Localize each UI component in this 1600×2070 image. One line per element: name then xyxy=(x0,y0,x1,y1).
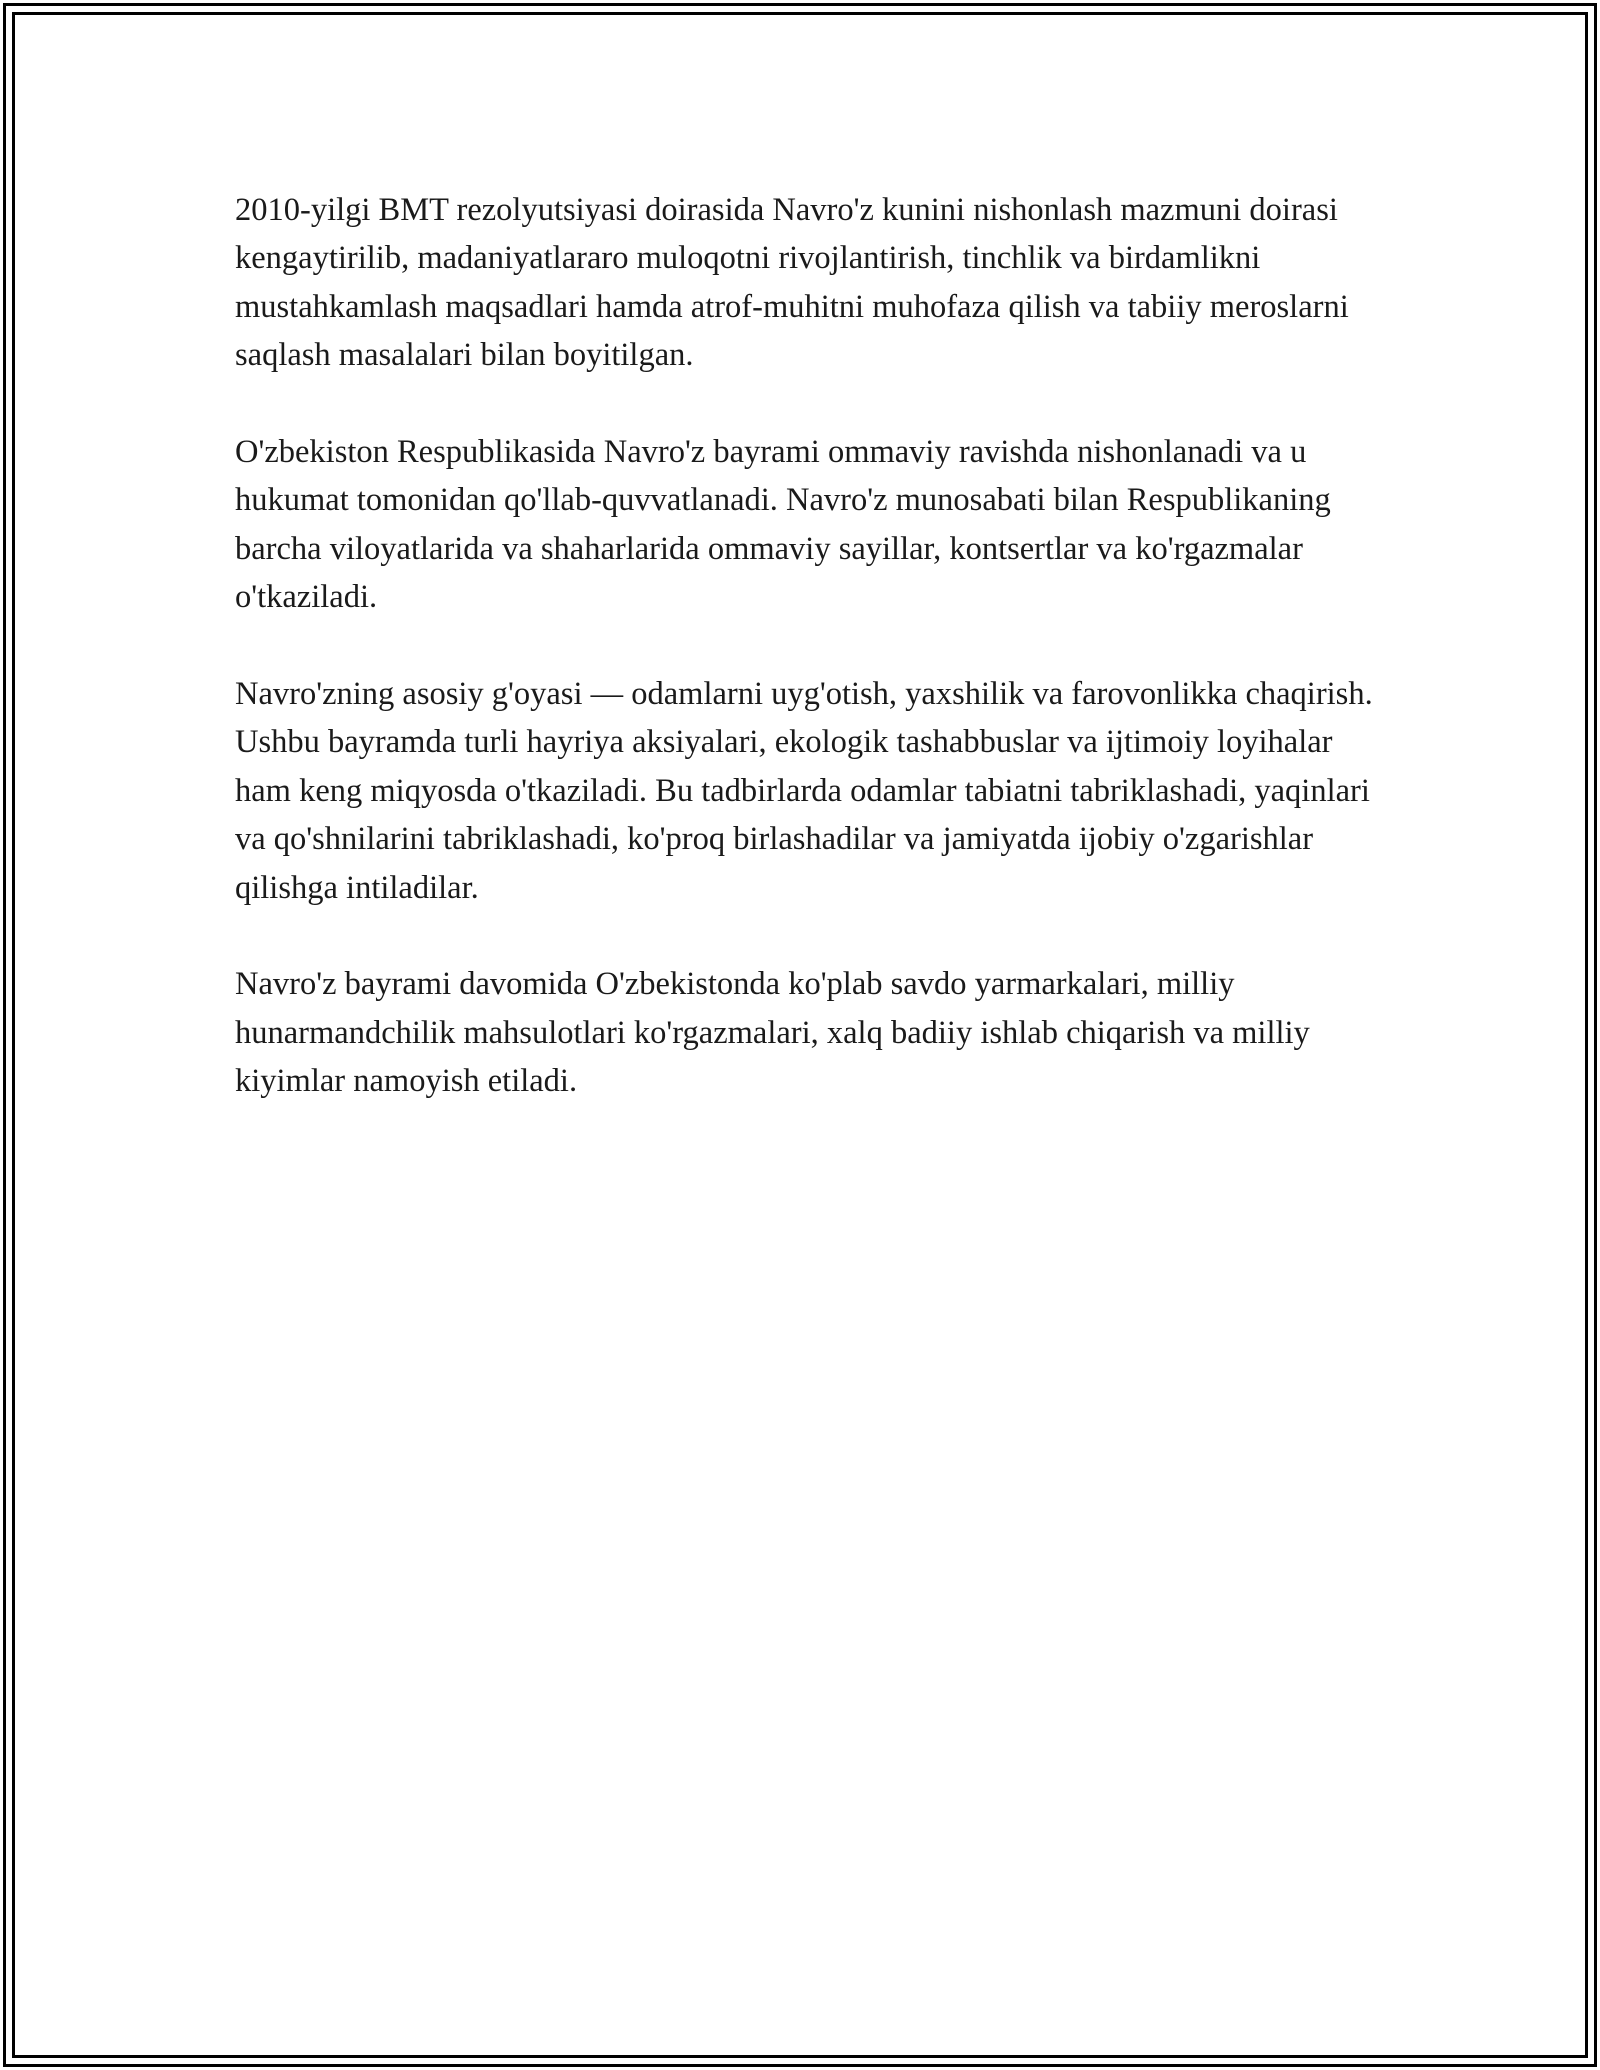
paragraph-1: 2010-yilgi BMT rezolyutsiyasi doirasida Navro'z kunini nishonlash mazmuni doirasi kengaytirilib, madaniyatlararo muloqotni rivojlantirish, tinchlik va birdamlikni mustahkamlash maqsadlari hamda atrof-muhitni muhofaza qilish va tabiiy meroslarni saqlash masalalari bilan boyitilgan. xyxy=(235,192,1349,374)
paragraph-3: Navro'zning asosiy g'oyasi — odamlarni uyg'otish, yaxshilik va farovonlikka chaqirish. Ushbu bayramda turli hayriya aksiyalari, ekologik tashabbuslar va ijtimoiy loyihalar ham keng miqyosda o'tkaziladi. Bu tadbirlarda odamlar tabiatni tabriklashadi, yaqinlari va qo'shnilarini tabriklashadi, ko'proq birlashadilar va jamiyatda ijobiy o'zgarishlar qilishga intiladilar. xyxy=(235,676,1373,906)
paragraph-4: Navro'z bayrami davomida O'zbekistonda ko'plab savdo yarmarkalari, milliy hunarmandchilik mahsulotlari ko'rgazmalari, xalq badiiy ishlab chiqarish va milliy kiyimlar namoyish etiladi. xyxy=(235,966,1310,1100)
paragraph-2: O'zbekiston Respublikasida Navro'z bayrami ommaviy ravishda nishonlanadi va u hukumat tomonidan qo'llab-quvvatlanadi. Navro'z munosabati bilan Respublikaning barcha viloyatlarida va shaharlarida ommaviy sayillar, kontsertlar va ko'rgazmalar o'tkaziladi. xyxy=(235,434,1331,616)
document-body xyxy=(235,186,1385,1154)
